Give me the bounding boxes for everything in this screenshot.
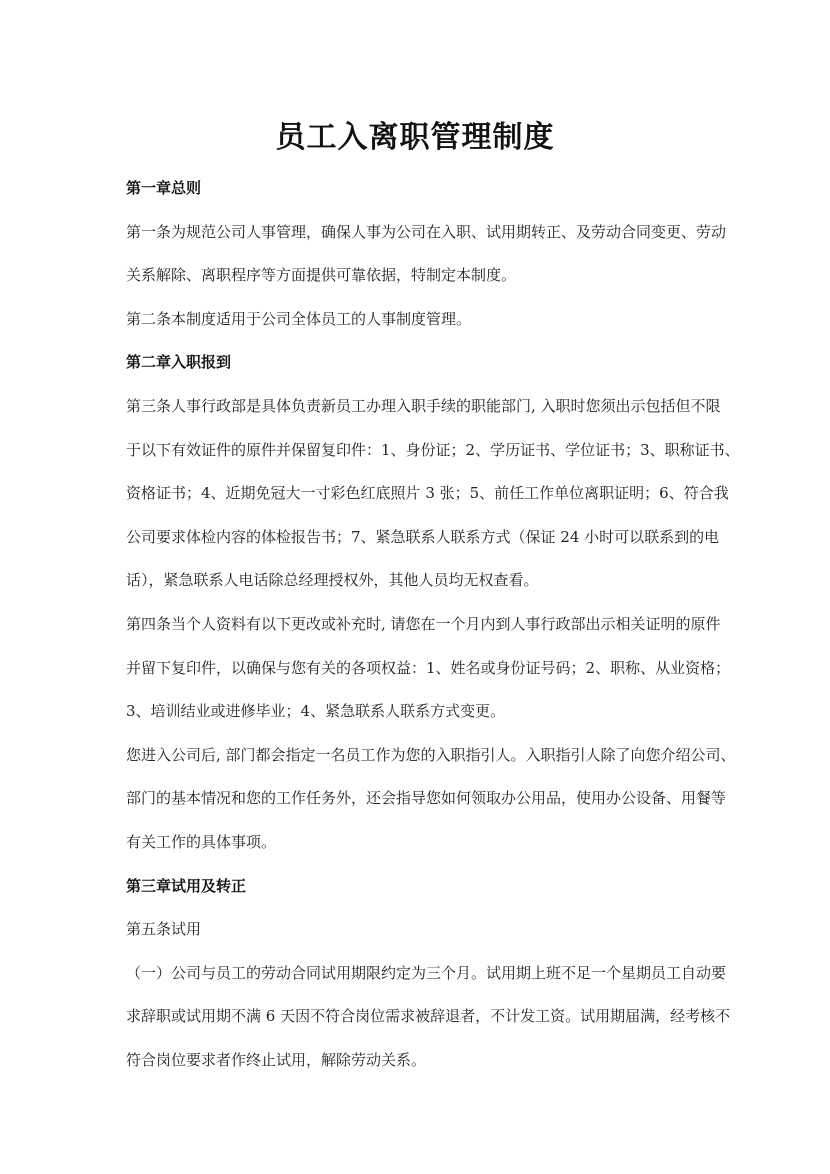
paragraph-line: 3、培训结业或进修毕业；4、紧急联系人联系方式变更。 [126, 702, 506, 721]
paragraph-line: 话），紧急联系人电话除总经理授权外，其他人员均无权查看。 [126, 571, 539, 590]
paragraph-line: 第二条本制度适用于公司全体员工的人事制度管理。 [126, 309, 472, 328]
paragraph-line: 符合岗位要求者作终止试用，解除劳动关系。 [126, 1050, 427, 1069]
paragraph-line: 有关工作的具体事项。 [126, 832, 277, 851]
paragraph-line: 并留下复印件，以确保与您有关的各项权益：1、姓名或身份证号码；2、职称、从业资格； [126, 658, 731, 677]
paragraph-line: （一）公司与员工的劳动合同试用期限约定为三个月。试用期上班不足一个星期员工自动要 [126, 963, 727, 982]
paragraph-line: 求辞职或试用期不满 6 天因不符合岗位需求被辞退者，不计发工资。试用期届满，经考核不 [126, 1007, 731, 1026]
paragraph-line: 第四条当个人资料有以下更改或补充时, 请您在一个月内到人事行政部出示相关证明的原件 [126, 614, 721, 633]
paragraph-line: 资格证书；4、近期免冠大一寸彩色红底照片 3 张；5、前任工作单位离职证明；6、符合我 [126, 484, 729, 503]
document-title: 员工入离职管理制度 [275, 120, 555, 155]
chapter-heading: 第一章总则 [126, 179, 202, 197]
paragraph-line: 第三条人事行政部是具体负责新员工办理入职手续的职能部门, 入职时您须出示包括但不限 [126, 396, 721, 415]
document-body [126, 176, 740, 1091]
paragraph-line: 第五条试用 [126, 920, 202, 939]
paragraph-line: 关系解除、离职程序等方面提供可靠依据，特制定本制度。 [126, 266, 517, 285]
paragraph-line: 您进入公司后, 部门都会指定一名员工作为您的入职指引人。入职指引人除了向您介绍公司、 [126, 745, 736, 764]
chapter-heading: 第三章试用及转正 [126, 876, 247, 895]
paragraph-line: 部门的基本情况和您的工作任务外，还会指导您如何领取办公用品，使用办公设备、用餐等 [126, 789, 727, 808]
paragraph-line: 第一条为规范公司人事管理，确保人事为公司在入职、试用期转正、及劳动合同变更、劳动 [126, 222, 727, 241]
paragraph-line: 公司要求体检内容的体检报告书；7、紧急联系人联系方式（保证 24 小时可以联系到的电 [126, 527, 720, 546]
chapter-heading: 第二章入职报到 [126, 353, 232, 372]
paragraph-line: 于以下有效证件的原件并保留复印件：1、身份证；2、学历证书、学位证书；3、职称证书、 [126, 440, 740, 459]
